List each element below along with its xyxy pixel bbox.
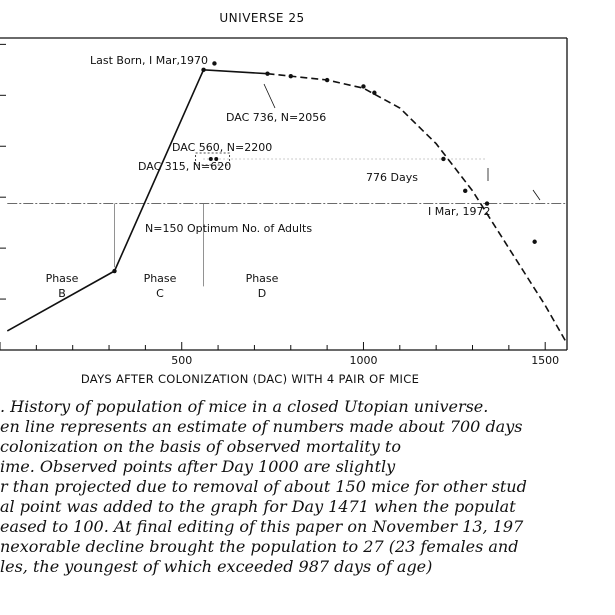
annotations <box>90 54 540 235</box>
annotation-label: DAC 315, N=620 <box>138 160 232 173</box>
caption-line: les, the youngest of which exceeded 987 days of age) <box>0 557 433 576</box>
leader-line <box>533 190 540 200</box>
observed-point <box>441 157 445 161</box>
y-axis-ticks <box>0 44 6 299</box>
optimum-reference-line <box>7 159 565 204</box>
x-tick-label: 500 <box>171 354 193 367</box>
plot-frame <box>0 38 567 350</box>
leader-line <box>264 84 275 108</box>
observed-point <box>112 269 116 273</box>
observed-point <box>361 84 365 88</box>
observed-point <box>325 78 329 82</box>
caption-line: nexorable decline brought the population to 27 (23 females and <box>0 537 519 556</box>
phase-label: Phase <box>143 272 177 285</box>
observed-point <box>372 91 376 95</box>
x-tick-labels <box>171 354 559 367</box>
caption-line: . History of population of mice in a closed Utopian universe. <box>0 397 489 416</box>
annotation-label: DAC 560, N=2200 <box>172 141 273 154</box>
x-axis-label: DAYS AFTER COLONIZATION (DAC) WITH 4 PAIR OF MICE <box>80 372 420 386</box>
observed-point <box>212 61 216 65</box>
observed-point <box>265 71 269 75</box>
figure-caption <box>0 397 527 576</box>
phase-letter: C <box>156 287 164 300</box>
observed-line <box>7 70 267 331</box>
caption-line: ime. Observed points after Day 1000 are slightly <box>0 457 396 476</box>
phase-label: Phase <box>45 272 79 285</box>
annotation-label: DAC 736, N=2056 <box>226 111 327 124</box>
observed-point <box>289 74 293 78</box>
annotation-label: I Mar, 1972 <box>428 205 491 218</box>
x-axis-ticks <box>0 342 545 350</box>
observed-point <box>463 189 467 193</box>
caption-line: eased to 100. At final editing of this paper on November 13, 197 <box>0 517 524 536</box>
caption-line: en line represents an estimate of numbers made about 700 days <box>0 417 523 436</box>
x-tick-label: 1000 <box>349 354 378 367</box>
phase-label: Phase <box>245 272 279 285</box>
annotation-label: 776 Days <box>366 171 418 184</box>
caption-line: colonization on the basis of observed mortality to <box>0 437 401 456</box>
phase-letter: D <box>257 287 267 300</box>
annotation-label: Last Born, I Mar,1970 <box>90 54 208 67</box>
chart-title: UNIVERSE 25 <box>219 11 305 25</box>
caption-line: r than projected due to removal of about 150 mice for other stud <box>0 477 527 496</box>
annotation-label: N=150 Optimum No. of Adults <box>145 222 313 235</box>
phase-labels <box>46 272 279 300</box>
caption-line: al point was added to the graph for Day 1471 when the populat <box>0 497 516 516</box>
phase-letter: B <box>58 287 66 300</box>
x-tick-label: 1500 <box>531 354 560 367</box>
observed-point <box>532 240 536 244</box>
